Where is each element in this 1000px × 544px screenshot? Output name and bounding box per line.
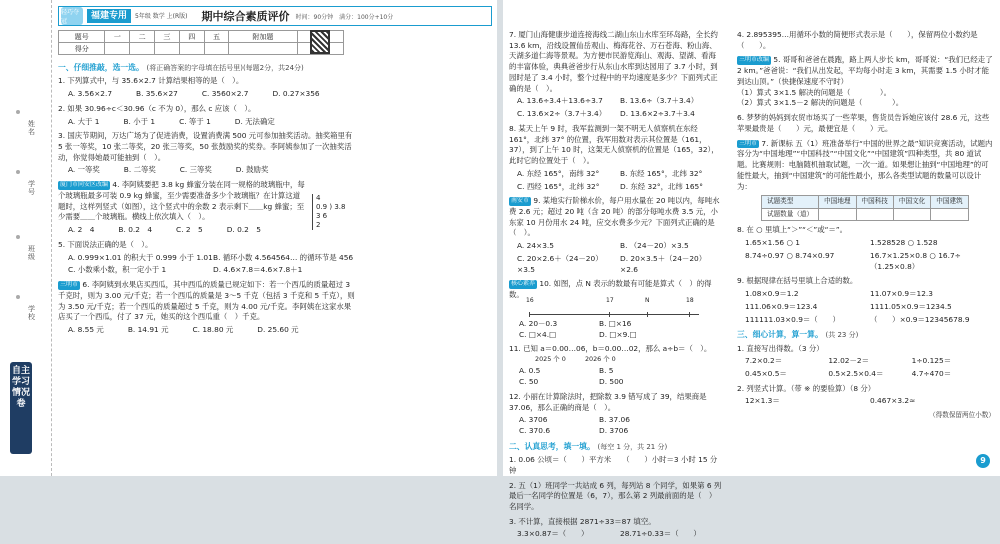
fill-7: 三明市 7. 新课标 五（1）班准备举行“中国的世界之最”知识竞赛活动，试题内容分为“中国地理”“中国科技”“中国文化”“中国建筑”四种类型，共 80 道试题。比赛规则：电脑随机抽取试题，一次一道。如果想让抽到“中国地理”的可能性最大，抽到“中国建筑”的可能性最小，那么各类型试题的数量可以设计为： 试题类型 中国地理 中国科技 中国文化 中国建筑 试题数量（道） (737, 139, 995, 222)
question-10: 核心素养 10. 如图，点 N 表示的数最有可能是算式（ ）的得数。 16 17 N 18 A. 20－0.3 B. □×16 C. □×4.□ D. □×9.□ (509, 279, 712, 339)
fill-6: 6. 梦梦的妈妈到农贸市场买了一些苹果，售货员告诉她应该付 28.6 元，这些苹果最贵是（ ）元，最便宜是（ ）元。 (737, 113, 990, 133)
page-title: 期中综合素质评价 (201, 10, 290, 23)
question-6: 三明市 6. 李阿姨到水果店买西瓜，其中西瓜的质量已规定如下：若一个西瓜的质量超过 3 千克时，则为 3.00 元/千克；若一个西瓜的质量是 3～5 千克（包括 3 千克和 5 千克），则为 3.50 元/千克；若一个西瓜的质量超过 5 千克，则为 4.00 元/千克。李阿姨在这家水果店买了一个西瓜，付了 37 元，她买的这个西瓜重（ ）千克。 A. 8.55 元 B. 14.91 元 C. 18.80 元 D. 25.60 元 (58, 280, 355, 334)
class-label: 班级 (28, 245, 35, 261)
right-page-column-1 (509, 30, 723, 544)
question-12: 12. 小丽在计算除法时，把除数 3.9 错写成了 39，结果商是 37.06，那么正确的商是（ ）。 A. 3706 B. 37.06 C. 370.6 D. 3706 (509, 391, 707, 436)
qr-code (310, 30, 330, 54)
long-division-figure: 4 0.9 ) 3.8 3 6 2 (312, 194, 358, 230)
name-label: 姓名 (28, 120, 35, 136)
exam-info: 时间：90分钟 满分：100分+10分 (295, 13, 394, 21)
fill-9: 9. 根据现律在括号里填上合适的数。 1.08×0.9＝1.2 11.07×0.9＝12.3 111.06×0.9＝123.4 1111.05×0.9＝1234.5 111111.03×0.9＝（ ） （ ）×0.9＝12345678.9 (737, 276, 970, 324)
fill-3: 3. 不计算，直接根据 2871÷33＝87 填空。 3.3×0.87＝（ ） 28.71÷0.33＝（ ） (509, 516, 701, 539)
question-7: 7. 厦门山海健康步道连接海线二湖山东山水库至环岛路，全长约 13.6 km，沿线设置仙岳观山、梅海花谷、万石苍海、粉山海、天湖多道仁海等景观。为方便市民游览海山、观海、望湖、看海的丰富体验，典典爸爸步行从东山水库到达园用了 3.7 小时，到园时是了 3.4 小时，整个过程中的平均速度是多少？下面列式正确的是（ ）。 A. 13.6÷3.4＋13.6÷3.7 B. 13.6÷（3.7＋3.4） C. 13.6×2÷（3.7＋3.4） D. 13.6×2÷3.7＋3.4 (509, 30, 718, 119)
calc-1: 1. 直接写出得数。（3 分） 7.2×0.2＝ 12.02－2＝ 1÷0.125＝ 0.45×0.5＝ 0.5×2.5×0.4＝ 4.7÷470＝ (737, 343, 952, 379)
section-1-title: 一、仔细推敲，选一选。 (将正确答案的字母填在括号里)(每题2分，共24分) (58, 63, 304, 72)
question-2: 2. 如果 30.96÷c＜30.96（c 不为 0），那么 c 应该（ ）。 A. 大于 1 B. 小于 1 C. 等于 1 D. 无法确定 (58, 103, 275, 126)
question-5: 5. 下面说法正确的是（ ）。 A. 0.999×1.01 的积大于 0.999 小于 1.01 B. 循环小数 4.564564… 的循环节是 456 C. 小数乘小数，积一定小于 1 D. 4.6×7.8＝4.6×7.8＋1 (58, 239, 354, 275)
fill-1: 1. 0.06 公顷＝（ ）平方米 （ ）小时＝3 小时 15 分钟 (509, 455, 718, 475)
logo: 轻巧夺冠 (61, 7, 83, 25)
fill-8: 8. 在 ○ 里填上“＞”“＜”或“＝”。 1.65×1.56 ○ 1 1.528528 ○ 1.528 8.74÷0.97 ○ 8.74×0.97 16.7×1.25×0.8 ○ 16.7÷（1.25×0.8） (737, 225, 961, 271)
right-page-column-2 (737, 30, 995, 425)
section-3-title: 三、细心计算，算一算。 (共 23 分) (737, 330, 859, 340)
brand-strip: 自主学习情况卷 (10, 362, 32, 454)
question-8: 8. 某天上午 9 时，我军监测到一架不明无人侦察机在东经 161°，北纬 37° 的位置，我军用数对表示其位置是（161，37），到了上午 10 时，这架无人侦察机的位置是（165，32），此时它的位置处于（ ）。 A. 东经 165°，南纬 32° B. 东经 165°，北纬 32° C. 西经 165°，北纬 32° D. 东经 32°，北纬 165° (509, 123, 719, 191)
paper-header (58, 6, 492, 26)
question-type-table: 试题类型 中国地理 中国科技 中国文化 中国建筑 试题数量（道） (761, 195, 969, 221)
right-page (503, 0, 1000, 539)
grade-label: 5年级 数学 上(R版) (135, 12, 188, 20)
fill-5: 三明市改编 5. 哥哥和爸爸在晨跑，路上两人步长 km，哥哥说：“我们已经走了 2 km。”爸爸说：“我们从出发起，平均每小时走 3 km，其需要 1.5 小时才能到达山顶。”（快捷保速度不守时） （1）算式 3×1.5 解决的问题是（ ）。 （2）算式 3×1.5－2 解决的问题是（ ）。 (737, 55, 993, 108)
left-column (58, 58, 358, 340)
left-page (0, 0, 497, 476)
question-4: 厦门市同安区改编 4. 李阿姨要把 3.8 kg 蜂蜜分装在同一规格的玻璃瓶中，每个玻璃瓶最多可装 0.9 kg 蜂蜜，至少需要准备多少个玻璃瓶？在计算这道题时，这样列竖式（如图），这个竖式中的余数 2 表示剩下＿＿kg 蜂蜜；至少需要＿＿个玻璃瓶。横线上依次填入（ ）。 A. 2 4 B. 0.2 4 C. 2 5 D. 0.2 5 4 0.9 ) 3.8 3 6 2 (58, 180, 358, 236)
question-9: 南安市 9. 某地实行阶梯水价，每户用水量在 20 吨以内，每吨水费 2.6 元；超过 20 吨（含 20 吨）的部分每吨水费 3.5 元，小东家 10 月份用水 24 吨，应交水费多少元？下面列式正确的是（ ）。 A. 24×3.5 B. （24－20）×3.5 C. 20×2.6＋（24－20）×3.5 D. 20×3.5＋（24－20）×2.6 (509, 196, 720, 274)
page-number: 9 (976, 454, 990, 468)
region-badge: 福建专用 (87, 9, 131, 23)
calc-2: 2. 列竖式计算。（带 ※ 的要验算）（8 分） 12×1.3＝ 0.467×3.2≈ （得数保留两位小数） (737, 383, 995, 420)
question-1: 1. 下列算式中，与 35.6×2.7 计算结果相等的是（ ）。 A. 3.56×2.7 B. 35.6×27 C. 3560×2.7 D. 0.27×356 (58, 76, 320, 99)
fill-4: 4. 2.895395…用循环小数的简便形式表示是（ ），保留两位小数约是（ ）。 (737, 30, 978, 50)
binding-margin (0, 0, 52, 476)
fill-2: 2. 五（1）班同学一共站成 6 列，每列站 8 个同学，如果第 6 列最后一名同学的位置是（6，7），那么第 2 列最前面的是（ ）名同学。 (509, 480, 722, 512)
school-label: 学校 (28, 305, 35, 321)
question-3: 3. 国庆节期间，万达广场为了促进消费，设置消费满 500 元可参加抽奖活动。抽奖箱里有 5 张一等奖，10 张二等奖，20 张三等奖，50 张鼓励奖的奖券。李阿姨参加了一次抽奖活动，你觉得她最可能抽到（ ）。 A. 一等奖 B. 二等奖 C. 三等奖 D. 鼓励奖 (58, 131, 353, 175)
section-2-title: 二、认真思考，填一填。 (每空 1 分，共 21 分) (509, 441, 668, 451)
number-line: 16 17 N 18 (529, 305, 699, 315)
question-11: 11. 已知 a＝0.00…06，b＝0.00…02，那么 a÷b＝（ ）。 2025 个 0 2026 个 0 A. 0.5 B. 5 C. 50 D. 500 (509, 344, 712, 387)
score-table: 题号 一 二 三 四 五 附加题 得分 (58, 30, 344, 55)
id-label: 学号 (28, 180, 35, 196)
